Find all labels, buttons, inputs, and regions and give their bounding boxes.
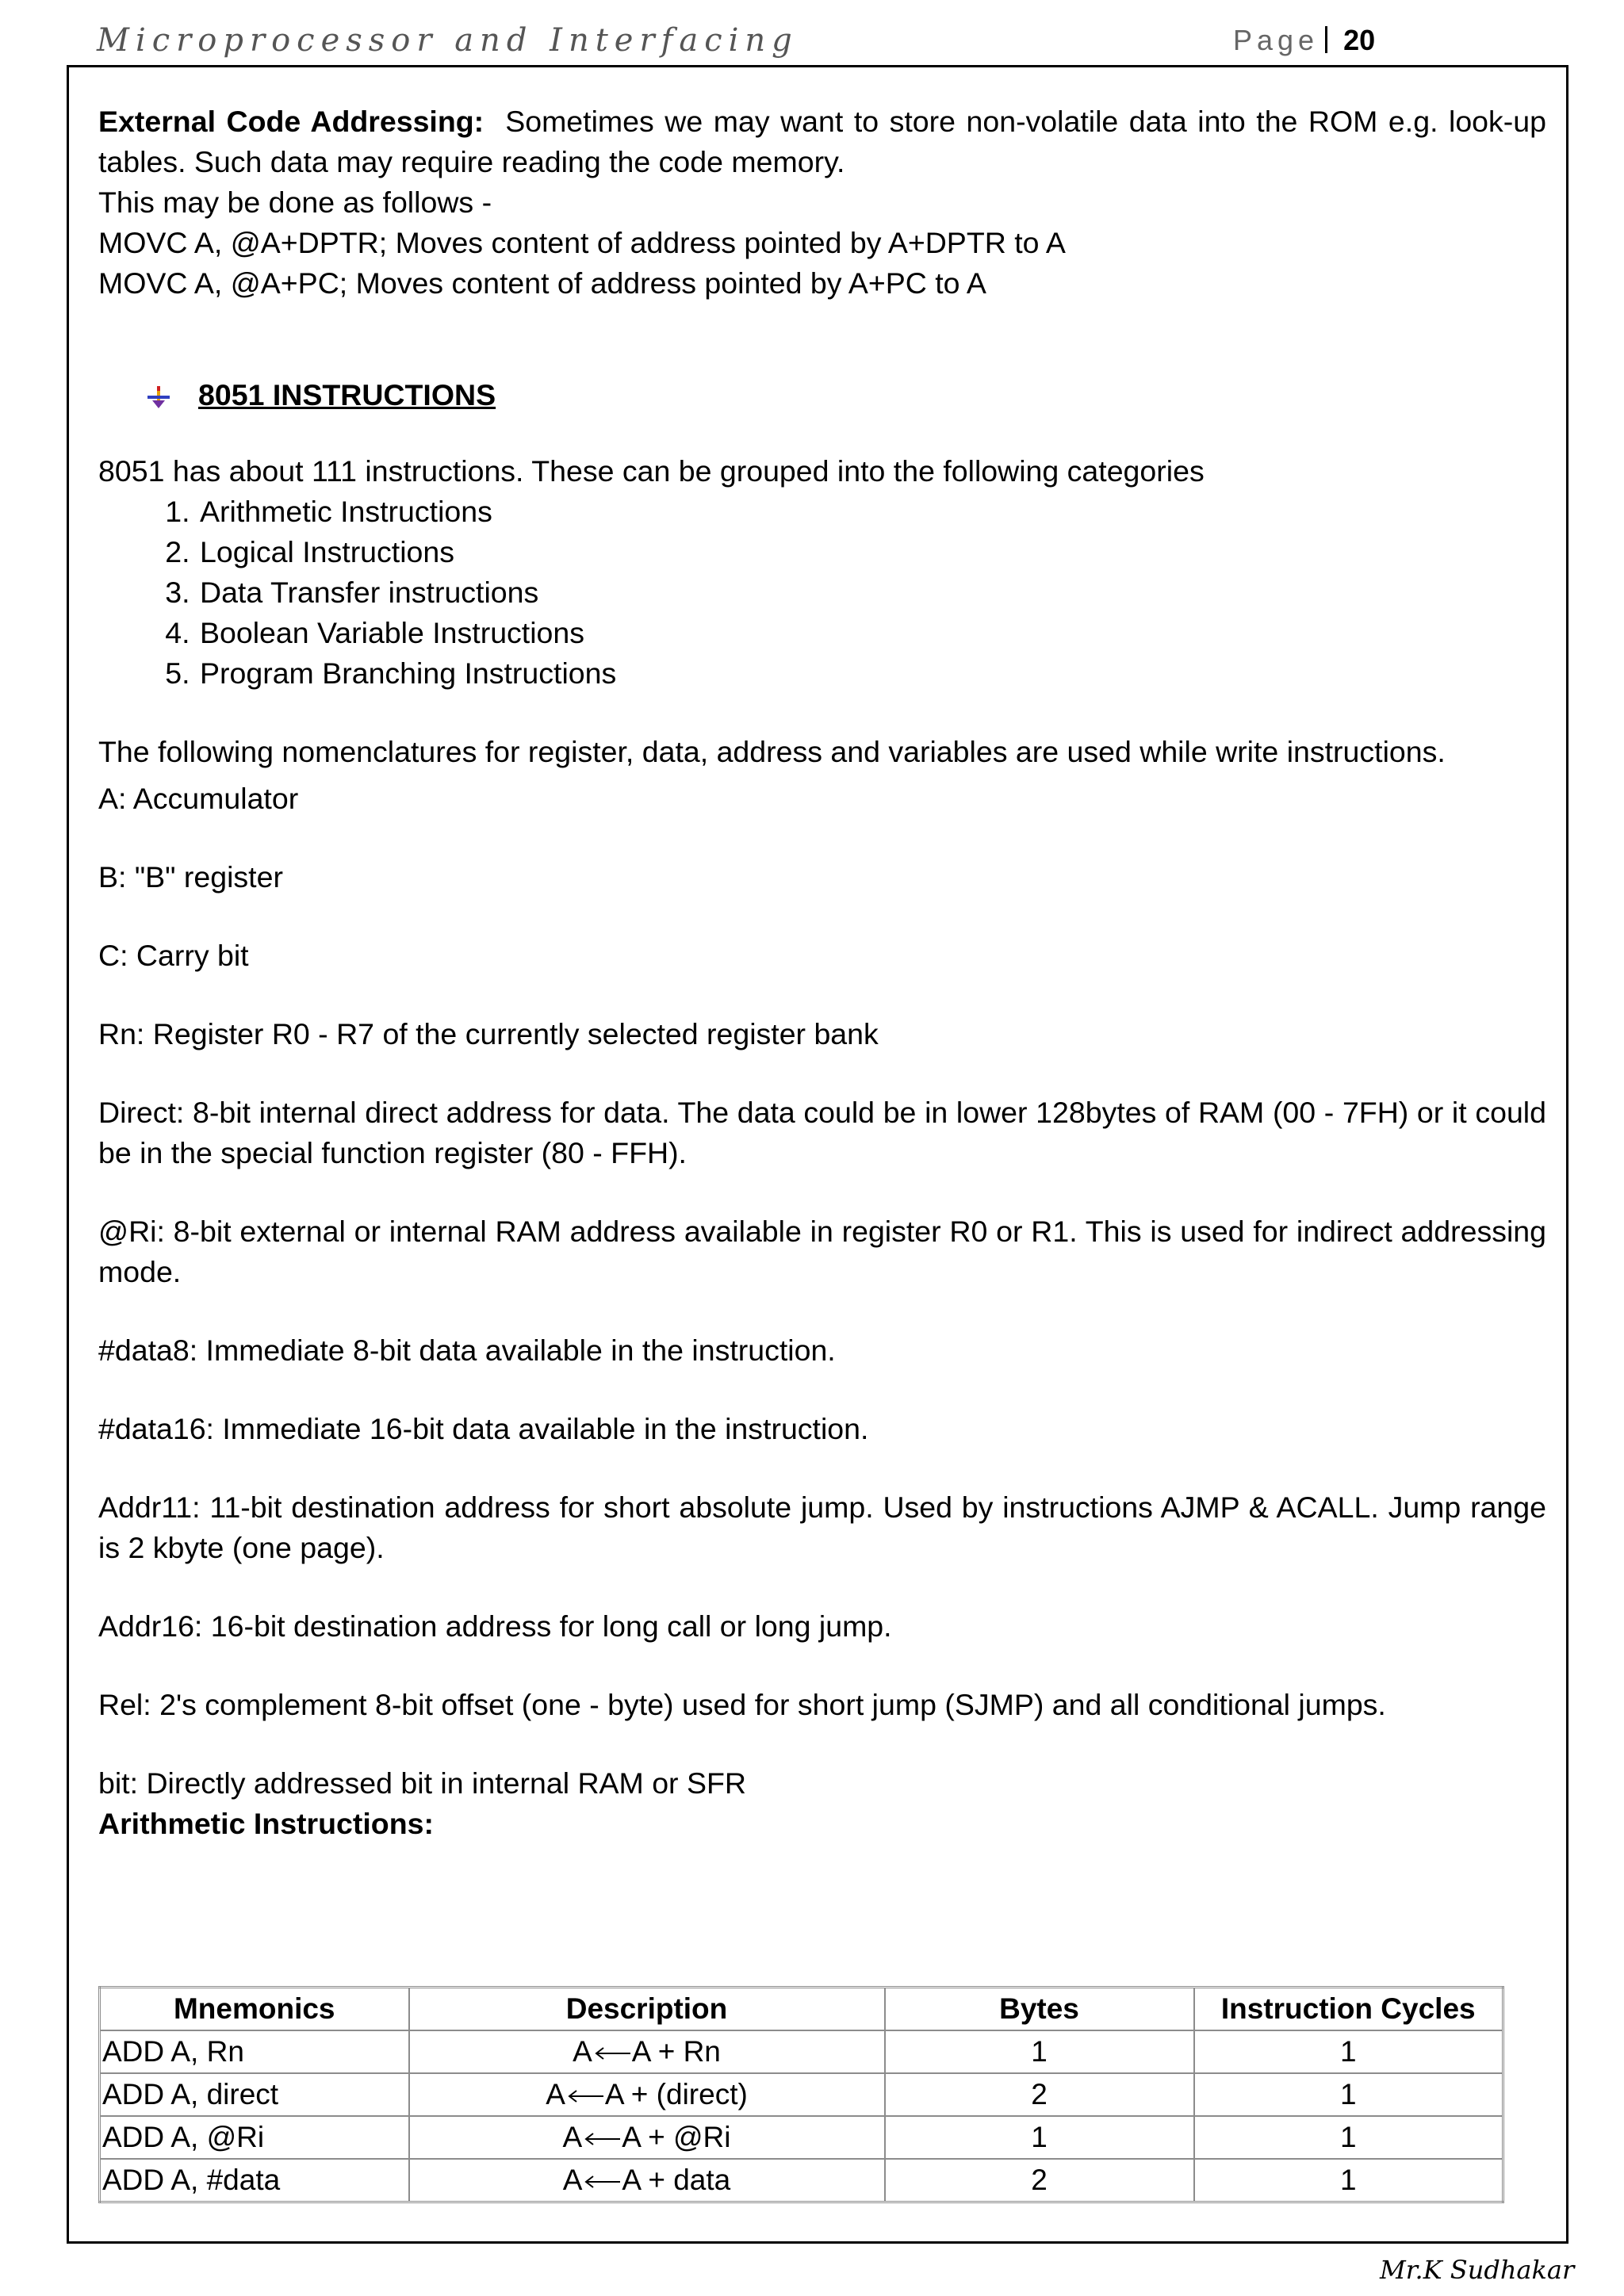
column-header: Bytes (885, 1988, 1194, 2031)
table-header-row (100, 1988, 1503, 2031)
bytes-cell: 1 (885, 2030, 1194, 2073)
definition-item: #data8: Immediate 8-bit data available in the instruction. (98, 1334, 836, 1367)
definition-item: Addr16: 16-bit destination address for long call or long jump. (98, 1609, 892, 1643)
description-cell (409, 2030, 885, 2073)
section-title: 8051 INSTRUCTIONS (198, 378, 496, 411)
page-content (98, 101, 1546, 1844)
left-arrow-icon (592, 2045, 632, 2061)
nomenclature-lead: The following nomenclatures for register, data, address and variables are used while write instructions. (98, 735, 1446, 768)
author-signature: Mr.K Sudhakar (1380, 2255, 1575, 2285)
description-dest: A (546, 2078, 565, 2110)
description-cell (409, 2073, 885, 2116)
arithmetic-heading: Arithmetic Instructions: (98, 1807, 434, 1840)
cycles-cell: 1 (1194, 2030, 1503, 2073)
list-item: 4. Boolean Variable Instructions (198, 613, 1546, 653)
bytes-cell: 2 (885, 2073, 1194, 2116)
definition-item: #data16: Immediate 16-bit data available in the instruction. (98, 1412, 869, 1445)
column-header: Mnemonics (100, 1988, 409, 2031)
definition-item: Direct: 8-bit internal direct address for data. The data could be in lower 128bytes of RAM (00 - 7FH) or it could be in the special function register (80 - FFH). (98, 1096, 1546, 1169)
cycles-cell: 1 (1194, 2116, 1503, 2159)
list-item: 3. Data Transfer instructions (198, 572, 1546, 613)
description-expr: A + (direct) (604, 2078, 748, 2110)
list-item: 1. Arithmetic Instructions (198, 492, 1546, 532)
page-separator (1325, 26, 1327, 53)
definition-item: Rel: 2's complement 8-bit offset (one - byte) used for short jump (SJMP) and all conditional jumps. (98, 1688, 1386, 1721)
table-row (100, 2073, 1503, 2116)
definition-item: B: "B" register (98, 860, 283, 894)
list-item: 5. Program Branching Instructions (198, 653, 1546, 694)
cycles-cell: 1 (1194, 2159, 1503, 2202)
column-header: Instruction Cycles (1194, 1988, 1503, 2031)
description-cell (409, 2159, 885, 2202)
intro-line-3: MOVC A, @A+DPTR; Moves content of address pointed by A+DPTR to A (98, 226, 1066, 259)
category-list (98, 492, 1546, 694)
intro-line-4: MOVC A, @A+PC; Moves content of address pointed by A+PC to A (98, 266, 986, 300)
intro-line-2: This may be done as follows - (98, 186, 492, 219)
table-row (100, 2030, 1503, 2073)
cycles-cell: 1 (1194, 2073, 1503, 2116)
arithmetic-table (98, 1986, 1504, 2203)
list-item: 2. Logical Instructions (198, 532, 1546, 572)
description-cell (409, 2116, 885, 2159)
section-heading (98, 375, 1546, 419)
page-label: Page (1233, 24, 1320, 56)
page-indicator (1233, 24, 1375, 57)
definition-item: Addr11: 11-bit destination address for short absolute jump. Used by instructions AJMP & ACALL. Jump range is 2 kbyte (one page). (98, 1490, 1546, 1564)
bytes-cell: 2 (885, 2159, 1194, 2202)
section-lead: 8051 has about 111 instructions. These can be grouped into the following categories (98, 454, 1205, 488)
description-expr: A + Rn (631, 2035, 721, 2068)
definition-item: @Ri: 8-bit external or internal RAM address available in register R0 or R1. This is used for indirect addressing mode. (98, 1215, 1546, 1288)
definition-item: C: Carry bit (98, 939, 249, 972)
left-arrow-icon (565, 2088, 605, 2104)
intro-heading: External Code Addressing: (98, 105, 485, 138)
definition-item: A: Accumulator (98, 782, 299, 815)
left-arrow-icon (582, 2174, 622, 2190)
mnemonic-cell: ADD A, @Ri (100, 2116, 409, 2159)
definitions-list (98, 779, 1546, 1804)
mnemonic-cell: ADD A, #data (100, 2159, 409, 2202)
intro-paragraph (98, 101, 1546, 182)
definition-item: bit: Directly addressed bit in internal RAM or SFR (98, 1766, 746, 1800)
arrow-bullet-icon (146, 385, 171, 410)
column-header: Description (409, 1988, 885, 2031)
description-expr: A + @Ri (622, 2121, 731, 2153)
table-row (100, 2159, 1503, 2202)
description-dest: A (562, 2164, 583, 2196)
description-dest: A (573, 2035, 592, 2068)
definition-item: Rn: Register R0 - R7 of the currently selected register bank (98, 1017, 879, 1050)
header-title: Microprocessor and Interfacing (97, 22, 799, 59)
left-arrow-icon (582, 2131, 622, 2147)
mnemonic-cell: ADD A, direct (100, 2073, 409, 2116)
mnemonic-cell: ADD A, Rn (100, 2030, 409, 2073)
intro-text: Sometimes we may want to store non-volatile data into the ROM e.g. look-up tables. Such data may require reading the code memory. (98, 105, 1546, 178)
bytes-cell: 1 (885, 2116, 1194, 2159)
page-number: 20 (1343, 24, 1376, 56)
description-dest: A (562, 2121, 583, 2153)
table-row (100, 2116, 1503, 2159)
description-expr: A + data (622, 2164, 731, 2196)
